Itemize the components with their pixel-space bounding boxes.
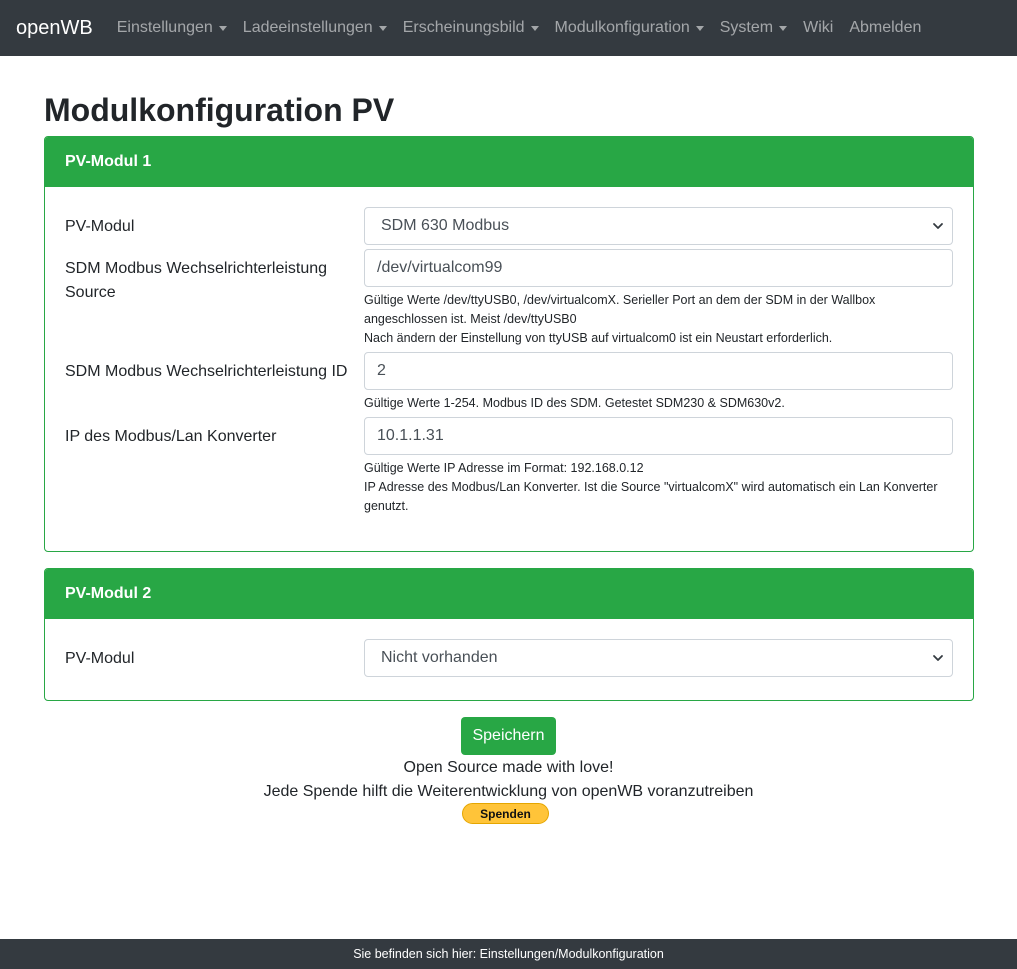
donate-text: Jede Spende hilft die Weiterentwicklung von openWB voranzutreiben xyxy=(263,783,754,800)
help-text: Gültige Werte /dev/ttyUSB0, /dev/virtualcomX. Serieller Port an dem der SDM in der Wallbox angeschlossen ist. Meist /dev/ttyUSB0 xyxy=(364,293,876,326)
input-value: /dev/virtualcom99 xyxy=(377,259,503,276)
select-value: SDM 630 Modbus xyxy=(381,217,510,234)
help-text: Nach ändern der Einstellung von ttyUSB auf virtualcom0 ist ein Neustart erforderlich. xyxy=(364,331,833,345)
nav-system[interactable] xyxy=(712,19,795,37)
nav-label: Modulkonfiguration xyxy=(554,19,690,36)
nav-label: Einstellungen xyxy=(116,19,213,36)
top-navbar xyxy=(0,0,1017,56)
source-input[interactable] xyxy=(364,249,953,287)
id-label: SDM Modbus Wechselrichterleistung ID xyxy=(65,363,348,380)
nav-ladeeinstellungen[interactable] xyxy=(235,19,395,37)
caret-down-icon xyxy=(696,26,704,31)
pv-modul-select[interactable] xyxy=(364,207,953,245)
help-text: IP Adresse des Modbus/Lan Konverter. Ist die Source "virtualcomX" wird automatisch ein Lan Konverter genutzt. xyxy=(364,480,938,513)
ip-help xyxy=(364,459,953,516)
nav-label: Abmelden xyxy=(849,19,922,36)
ip-input[interactable] xyxy=(364,417,953,455)
nav-abmelden[interactable] xyxy=(841,19,929,37)
save-button[interactable]: Speichern xyxy=(461,717,556,755)
caret-down-icon xyxy=(219,26,227,31)
brand-logo[interactable]: openWB xyxy=(16,16,93,39)
pv-modul-2-select[interactable] xyxy=(364,639,953,677)
nav-erscheinungsbild[interactable] xyxy=(395,19,547,37)
input-value: 10.1.1.31 xyxy=(377,427,444,444)
breadcrumb: Sie befinden sich hier: Einstellungen/Modulkonfiguration xyxy=(353,947,664,961)
pv-modul-label: PV-Modul xyxy=(65,218,135,235)
pv-modul-label: PV-Modul xyxy=(65,650,135,667)
nav-modulkonfiguration[interactable] xyxy=(547,19,712,37)
nav-label: System xyxy=(719,19,774,36)
chevron-down-icon xyxy=(932,220,944,232)
id-input[interactable] xyxy=(364,352,953,390)
nav-label: Ladeeinstellungen xyxy=(242,19,373,36)
caret-down-icon xyxy=(379,26,387,31)
chevron-down-icon xyxy=(932,652,944,664)
caret-down-icon xyxy=(531,26,539,31)
id-help: Gültige Werte 1-254. Modbus ID des SDM. Getestet SDM230 & SDM630v2. xyxy=(364,396,785,410)
nav-wiki[interactable] xyxy=(795,19,841,37)
card-header: PV-Modul 2 xyxy=(45,569,973,619)
source-label: SDM Modbus Wechselrichterleistung Source xyxy=(65,260,328,301)
breadcrumb-bar xyxy=(0,939,1017,969)
caret-down-icon xyxy=(779,26,787,31)
select-value: Nicht vorhanden xyxy=(381,649,498,666)
donate-button[interactable]: Spenden xyxy=(462,803,549,824)
nav-label: Wiki xyxy=(803,19,834,36)
love-text: Open Source made with love! xyxy=(403,759,614,776)
pv-modul-2-card xyxy=(44,568,974,701)
source-help xyxy=(364,291,953,348)
nav-einstellungen[interactable] xyxy=(109,19,235,37)
help-text: Gültige Werte IP Adresse im Format: 192.168.0.12 xyxy=(364,461,644,475)
page-title: Modulkonfiguration PV xyxy=(44,92,395,128)
nav-label: Erscheinungsbild xyxy=(402,19,525,36)
pv-modul-1-card xyxy=(44,136,974,552)
ip-label: IP des Modbus/Lan Konverter xyxy=(65,428,277,445)
card-header: PV-Modul 1 xyxy=(45,137,973,187)
input-value: 2 xyxy=(377,362,386,379)
